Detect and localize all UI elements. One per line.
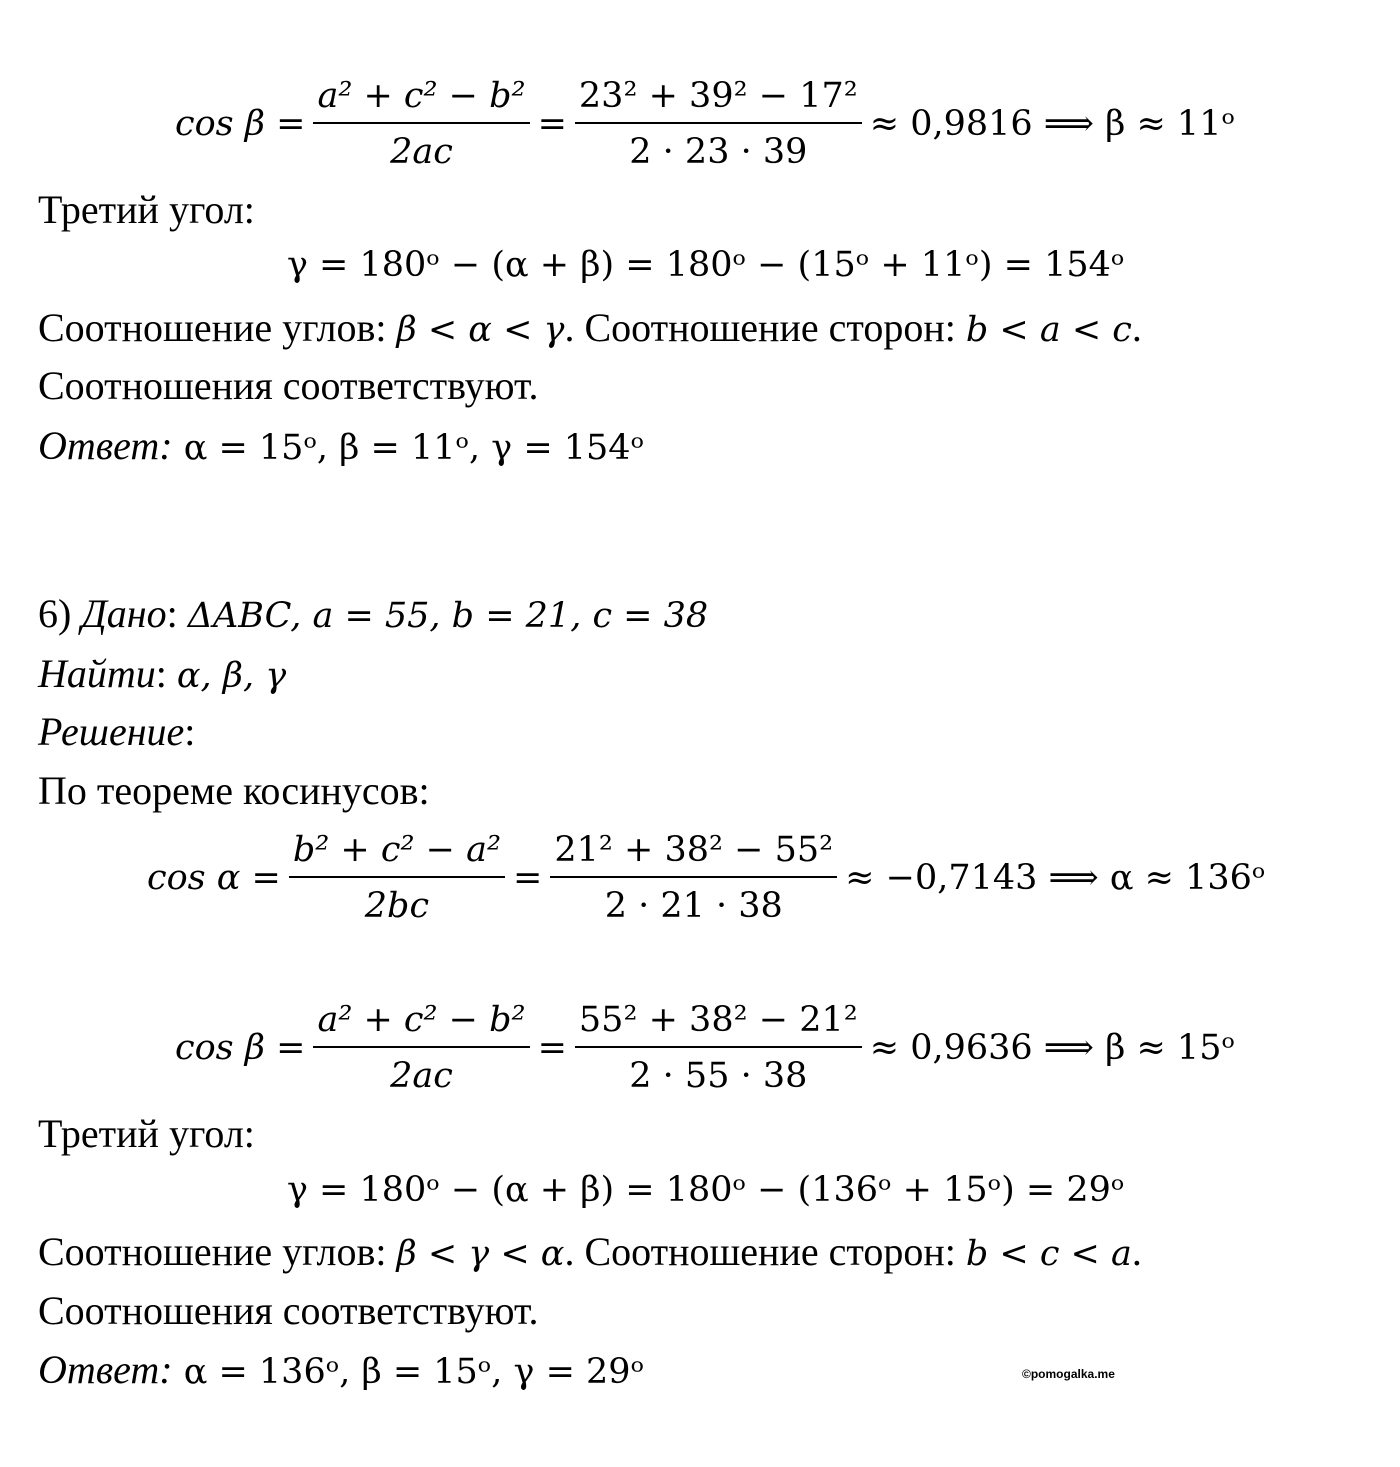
- solution-label: Решение: [38, 709, 185, 754]
- cos-beta-equation-2: [175, 1000, 1235, 1096]
- eq-result: ≈ −0,7143 ⟹ α ≈ 136ᵒ: [845, 858, 1266, 898]
- ratio-sides-value: b < c < a: [965, 1234, 1132, 1274]
- fraction-denominator: 2bc: [364, 886, 430, 926]
- task6-find-line: [38, 651, 287, 696]
- watermark: ©pomogalka.me: [1022, 1367, 1115, 1381]
- fraction-numerator: a² + c² − b²: [313, 1000, 529, 1048]
- fraction-denominator: 2ac: [390, 1056, 453, 1096]
- fraction-numerator: 23² + 39² − 17²: [575, 76, 862, 124]
- answer-value: α = 136ᵒ, β = 15ᵒ, γ = 29ᵒ: [172, 1352, 645, 1392]
- fraction-values: [550, 830, 837, 926]
- eq-lhs: cos α =: [147, 858, 281, 898]
- answer-label: Ответ:: [38, 423, 173, 468]
- ratio-line-2: [38, 1229, 1142, 1274]
- ratio-angles-label: Соотношение углов:: [38, 305, 397, 350]
- fraction-values: [575, 1000, 862, 1096]
- equals-sign: =: [537, 104, 567, 144]
- find-label: Найти: [38, 651, 156, 696]
- eq-lhs: cos β =: [175, 104, 306, 144]
- ratio-sides-value: b < a < c: [965, 310, 1132, 350]
- fraction-denominator: 2ac: [390, 132, 453, 172]
- fraction-denominator: 2 · 55 · 38: [629, 1056, 808, 1096]
- equals-sign: =: [537, 1028, 567, 1068]
- fraction-formula: [313, 76, 529, 172]
- given-value: ΔABC, a = 55, b = 21, c = 38: [187, 596, 709, 636]
- fraction-numerator: 55² + 38² − 21²: [575, 1000, 862, 1048]
- gamma-equation-1: γ = 180ᵒ − (α + β) = 180ᵒ − (15ᵒ + 11ᵒ) = 154ᵒ: [287, 245, 1125, 285]
- fraction-numerator: 21² + 38² − 55²: [550, 830, 837, 878]
- eq-lhs: cos β =: [175, 1028, 306, 1068]
- ratio-angles-value: β < α < γ: [396, 310, 565, 350]
- cos-beta-equation-1: [175, 76, 1235, 172]
- fraction-denominator: 2 · 21 · 38: [604, 886, 783, 926]
- gamma-equation-2: γ = 180ᵒ − (α + β) = 180ᵒ − (136ᵒ + 15ᵒ) = 29ᵒ: [287, 1170, 1125, 1210]
- task6-solution-line: [38, 709, 196, 754]
- answer-value: α = 15ᵒ, β = 11ᵒ, γ = 154ᵒ: [172, 428, 645, 468]
- colon: :: [184, 709, 196, 754]
- fraction-formula: [313, 1000, 529, 1096]
- fraction-numerator: b² + c² − a²: [289, 830, 505, 878]
- fraction-numerator: a² + c² − b²: [313, 76, 529, 124]
- ratio-angles-label: Соотношение углов:: [38, 1229, 397, 1274]
- ratio-sides-label: . Соотношение сторон:: [564, 305, 966, 350]
- cosine-law-line: По теореме косинусов:: [38, 768, 430, 813]
- eq-result: ≈ 0,9816 ⟹ β ≈ 11ᵒ: [869, 104, 1235, 144]
- answer-line-2: [38, 1347, 645, 1392]
- task-number: 6): [38, 591, 82, 636]
- match-line-1: Соотношения соответствуют.: [38, 363, 539, 408]
- ratio-line-1: [38, 305, 1142, 350]
- colon: :: [155, 651, 177, 696]
- period: .: [1131, 1229, 1142, 1274]
- ratio-sides-label: . Соотношение сторон:: [564, 1229, 966, 1274]
- period: .: [1131, 305, 1142, 350]
- ratio-angles-value: β < γ < α: [396, 1234, 565, 1274]
- fraction-formula: [289, 830, 505, 926]
- task6-given-line: [38, 591, 709, 636]
- eq-result: ≈ 0,9636 ⟹ β ≈ 15ᵒ: [869, 1028, 1235, 1068]
- fraction-values: [575, 76, 862, 172]
- third-angle-label-2: Третий угол:: [38, 1111, 255, 1156]
- given-label: Дано: [81, 591, 167, 636]
- match-line-2: Соотношения соответствуют.: [38, 1288, 539, 1333]
- fraction-denominator: 2 · 23 · 39: [629, 132, 808, 172]
- find-value: α, β, γ: [176, 656, 287, 696]
- third-angle-label-1: Третий угол:: [38, 187, 255, 232]
- colon: :: [166, 591, 188, 636]
- answer-label: Ответ:: [38, 1347, 173, 1392]
- equals-sign: =: [512, 858, 543, 898]
- cos-alpha-equation: [147, 830, 1265, 926]
- answer-line-1: [38, 423, 645, 468]
